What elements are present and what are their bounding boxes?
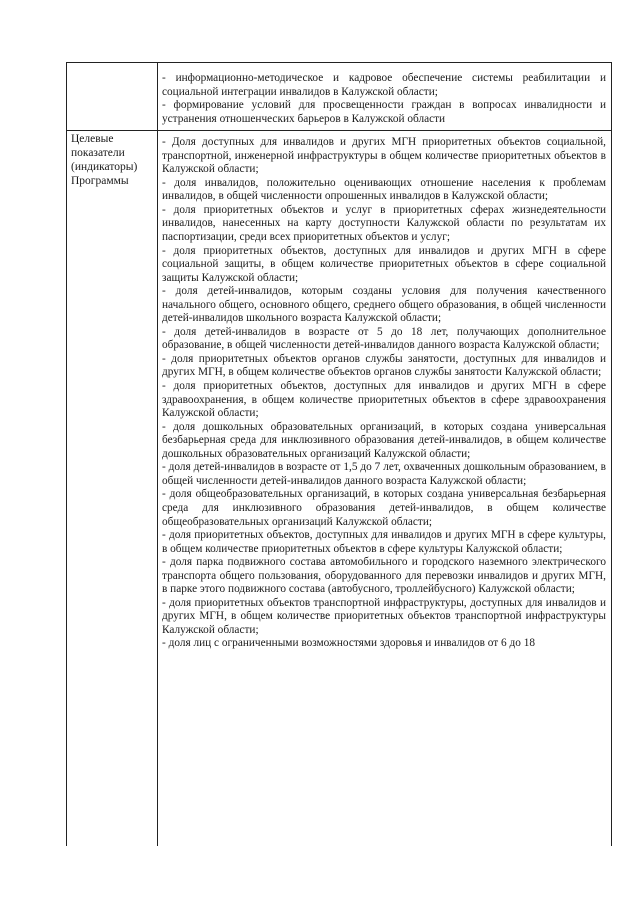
indicator-item: - доля приоритетных объектов, доступных для инвалидов и других МГН в сфере социальной защиты, в общем количестве приоритетных объектов в сфере социальной защиты Калужской области;	[162, 244, 606, 284]
table-row	[67, 63, 612, 131]
list-item: - информационно-методическое и кадровое обеспечение системы реабилитации и социальной интеграции инвалидов в Калужской области;	[162, 72, 606, 98]
table-row	[67, 131, 612, 846]
indicator-item: - доля лиц с ограниченными возможностями здоровья и инвалидов от 6 до 18	[162, 637, 536, 650]
empty-label-cell	[67, 63, 158, 131]
indicator-item: - доля дошкольных образовательных организаций, в которых создана универсальная безбарьерная среда для инклюзивного образования детей-инвалидов, в общем количестве дошкольных образовательных организаций Калужской области;	[162, 420, 606, 460]
indicators-label-cell	[67, 131, 158, 846]
indicator-item: - доля общеобразовательных организаций, в которых создана универсальная безбарьерная среда для инклюзивного образования детей-инвалидов, в общем количестве общеобразовательных организаций Калужской области;	[162, 488, 606, 528]
indicator-item: - доля детей-инвалидов, которым созданы условия для получения качественного начального общего, основного общего, среднего общего образования, в общей численности детей-инвалидов школьного возраста Калужской области;	[162, 285, 606, 325]
indicator-item: - доля парка подвижного состава автомобильного и городского наземного электрического транспорта общего пользования, оборудованного для перевозки инвалидов и других МГН, в парке этого подвижного состава (автобусного, троллейбусного) Калужской области;	[162, 556, 606, 596]
indicator-item: - доля приоритетных объектов транспортной инфраструктуры, доступных для инвалидов и других МГН, в общем количестве приоритетных объектов транспортной инфраструктуры Калужской области;	[162, 596, 606, 636]
list-item: - формирование условий для просвещенности граждан в вопросах инвалидности и устранения отношенческих барьеров в Калужской области	[162, 99, 606, 125]
indicator-item: - доля инвалидов, положительно оценивающих отношение населения к проблемам инвалидов, в общей численности опрошенных инвалидов в Калужской области;	[162, 176, 606, 203]
indicator-item: - доля приоритетных объектов органов службы занятости, доступных для инвалидов и других МГН, в общем количестве объектов органов службы занятости Калужской области;	[162, 352, 606, 379]
indicators-list-cell	[158, 131, 612, 846]
indicator-item: - доля детей-инвалидов в возрасте от 5 до 18 лет, получающих дополнительное образование, в общей численности детей-инвалидов данного возраста Калужской области;	[162, 325, 606, 352]
label-line: Целевые	[71, 133, 114, 146]
indicator-item: - доля приоритетных объектов, доступных для инвалидов и других МГН в сфере культуры, в общем количестве приоритетных объектов в сфере культуры Калужской области;	[162, 529, 606, 555]
label-line: Программы	[71, 175, 129, 188]
program-passport-table	[66, 62, 612, 846]
previous-section-cell	[158, 63, 612, 131]
indicator-item: - доля приоритетных объектов и услуг в приоритетных сферах жизнедеятельности инвалидов, нанесенных на карту доступности Калужской области по результатам их паспортизации, среди всех приоритетных объектов и услуг;	[162, 203, 606, 244]
label-line: показатели	[71, 147, 125, 160]
indicator-item: - Доля доступных для инвалидов и других МГН приоритетных объектов социальной, транспортной, инженерной инфраструктуры в общем количестве приоритетных объектов в Калужской области;	[162, 136, 606, 176]
indicator-item: - доля детей-инвалидов в возрасте от 1,5 до 7 лет, охваченных дошкольным образованием, в общей численности детей-инвалидов данного возраста Калужской области;	[162, 461, 606, 487]
indicator-item: - доля приоритетных объектов, доступных для инвалидов и других МГН в сфере здравоохранения, в общем количестве приоритетных объектов в сфере здравоохранения Калужской области;	[162, 380, 606, 420]
label-line: (индикаторы)	[71, 161, 138, 174]
